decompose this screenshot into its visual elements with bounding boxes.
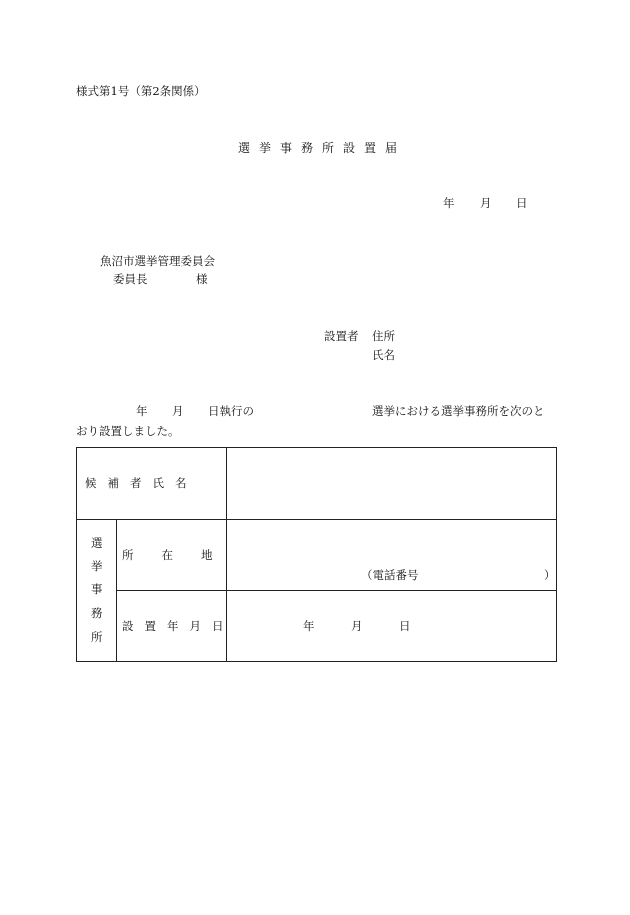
date-day-label: 日 [516, 196, 528, 210]
location-label: 所在地 [122, 548, 241, 562]
statement-month: 月 [172, 404, 184, 418]
applicant-name-label: 氏名 [372, 348, 395, 362]
candidate-name-label: 候補者氏名 [85, 476, 198, 490]
candidate-name-field[interactable] [227, 448, 556, 519]
page-title: 選挙事務所設置届 [238, 141, 407, 155]
statement-day-exec: 日執行の [208, 404, 254, 418]
addressee-organization: 魚沼市選挙管理委員会 [100, 254, 215, 268]
statement-line2: おり設置しました。 [76, 424, 180, 438]
statement-election-suffix: 選挙における選挙事務所を次のと [372, 404, 545, 418]
office-form-table [76, 447, 557, 662]
setup-date-day: 日 [399, 619, 411, 633]
setup-date-year: 年 [303, 619, 315, 633]
office-char: 務 [91, 606, 103, 620]
addressee-title: 委員長 [113, 272, 148, 286]
statement-year: 年 [136, 404, 148, 418]
office-char: 事 [91, 582, 103, 596]
election-office-label [77, 520, 117, 663]
phone-label: （電話番号 [361, 568, 419, 582]
office-char: 挙 [91, 559, 103, 573]
office-char: 選 [91, 536, 103, 550]
date-month-label: 月 [480, 196, 492, 210]
setup-date-month: 月 [351, 619, 363, 633]
setup-date-field[interactable] [227, 591, 556, 661]
addressee-honorific: 様 [196, 272, 208, 286]
applicant-address-label: 住所 [372, 329, 395, 343]
date-year-label: 年 [443, 196, 455, 210]
setup-date-label: 設置年月日 [122, 619, 235, 633]
location-field[interactable] [227, 520, 556, 590]
office-char: 所 [91, 630, 103, 644]
form-number: 様式第1号（第2条関係） [76, 84, 206, 98]
applicant-label: 設置者 [324, 329, 359, 343]
phone-close: ） [544, 568, 556, 582]
